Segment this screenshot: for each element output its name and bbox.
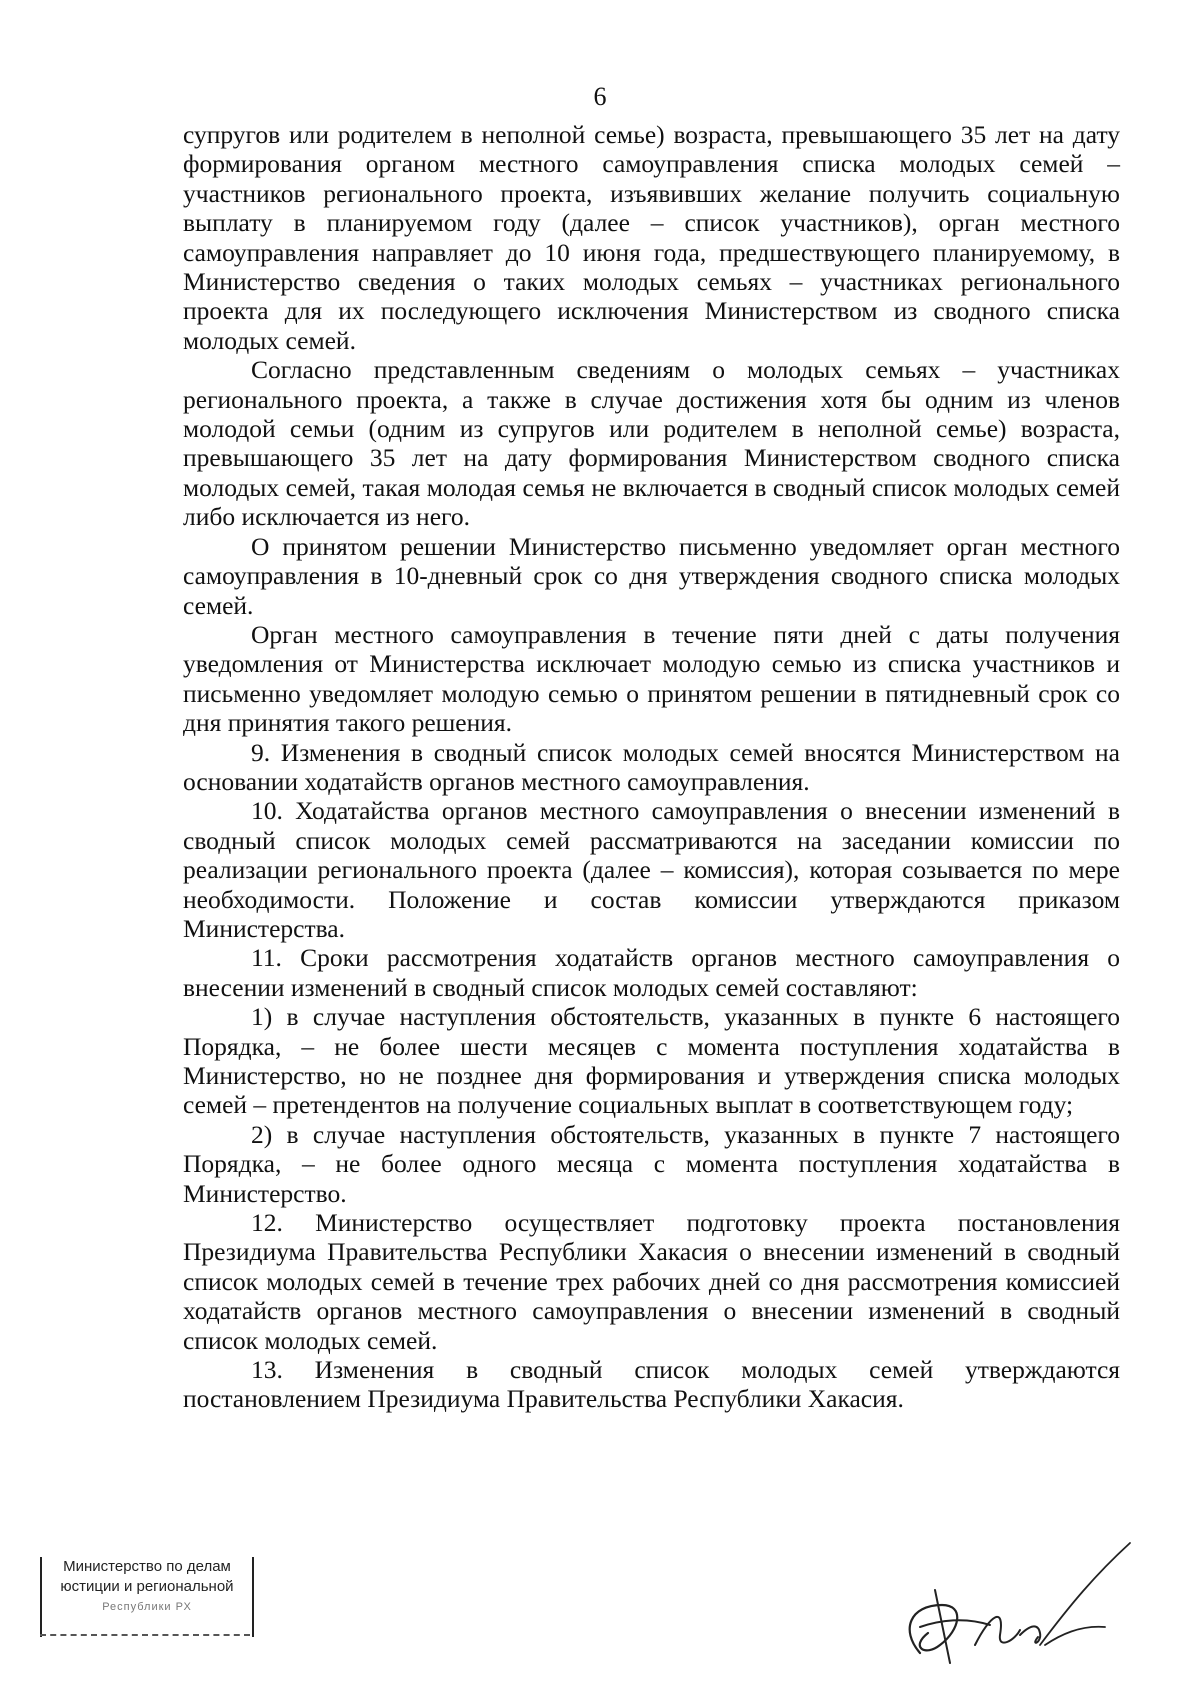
stamp-line: Республики РХ xyxy=(102,1601,192,1613)
paragraph: супругов или родителем в неполной семье) возраста, превышающего 35 лет на дату формирования органом местного самоуправления списка молодых семей – участников регионального проекта, изъявивших желание получить социальную выплату в планируемом году (далее – список участников), орган местного самоуправления направляет до 10 июня года, предшествующего планируемому, в Министерство сведения о таких молодых семьях – участниках регионального проекта для их последующего исключения Министерством из сводного списка молодых семей. xyxy=(183,120,1120,355)
stamp-line: юстиции и региональной xyxy=(60,1578,234,1595)
page-number: 6 xyxy=(593,82,607,111)
paragraph: Согласно представленным сведениям о молодых семьях – участниках регионального проекта, а также в случае достижения хотя бы одним из членов молодой семьи (одним из супругов или родителем в неполной семье) возраста, превышающего 35 лет на дату формирования Министерством сводного списка молодых семей, такая молодая семья не включается в сводный список молодых семей либо исключается из него. xyxy=(183,355,1120,532)
stamp-line: Министерство по делам xyxy=(63,1558,231,1575)
paragraph: 12. Министерство осуществляет подготовку проекта постановления Президиума Правительства Республики Хакасия о внесении изменений в сводный список молодых семей в течение трех рабочих дней со дня рассмотрения комиссией ходатайств органов местного самоуправления о внесении изменений в сводный список молодых семей. xyxy=(183,1208,1120,1355)
paragraph: Орган местного самоуправления в течение пяти дней с даты получения уведомления от Министерства исключает молодую семью из списка участников и письменно уведомляет молодую семью о принятом решении в пятидневный срок со дня принятия такого решения. xyxy=(183,619,1120,738)
registration-stamp xyxy=(40,1557,254,1637)
paragraph: 1) в случае наступления обстоятельств, указанных в пункте 6 настоящего Порядка, – не более шести месяцев с момента поступления ходатайства в Министерство, но не позднее дня формирования и утверждения списка молодых семей – претендентов на получение социальных выплат в соответствующем году; xyxy=(183,1002,1120,1120)
paragraph: 13. Изменения в сводный список молодых семей утверждаются постановлением Президиума Правительства Республики Хакасия. xyxy=(183,1355,1120,1414)
stamp-divider xyxy=(40,1634,250,1636)
handwritten-signature xyxy=(880,1535,1140,1675)
paragraph: 11. Сроки рассмотрения ходатайств органов местного самоуправления о внесении изменений в сводный список молодых семей составляют: xyxy=(183,943,1120,1002)
document-body xyxy=(183,120,1120,1414)
paragraph: 2) в случае наступления обстоятельств, указанных в пункте 7 настоящего Порядка, – не более одного месяца с момента поступления ходатайства в Министерство. xyxy=(183,1119,1120,1208)
paragraph: 10. Ходатайства органов местного самоуправления о внесении изменений в сводный список молодых семей рассматриваются на заседании комиссии по реализации регионального проекта (далее – комиссия), которая созывается по мере необходимости. Положение и состав комиссии утверждаются приказом Министерства. xyxy=(183,796,1120,943)
paragraph: 9. Изменения в сводный список молодых семей вносятся Министерством на основании ходатайств органов местного самоуправления. xyxy=(183,737,1120,796)
paragraph: О принятом решении Министерство письменно уведомляет орган местного самоуправления в 10-дневный срок со дня утверждения сводного списка молодых семей. xyxy=(183,531,1120,620)
